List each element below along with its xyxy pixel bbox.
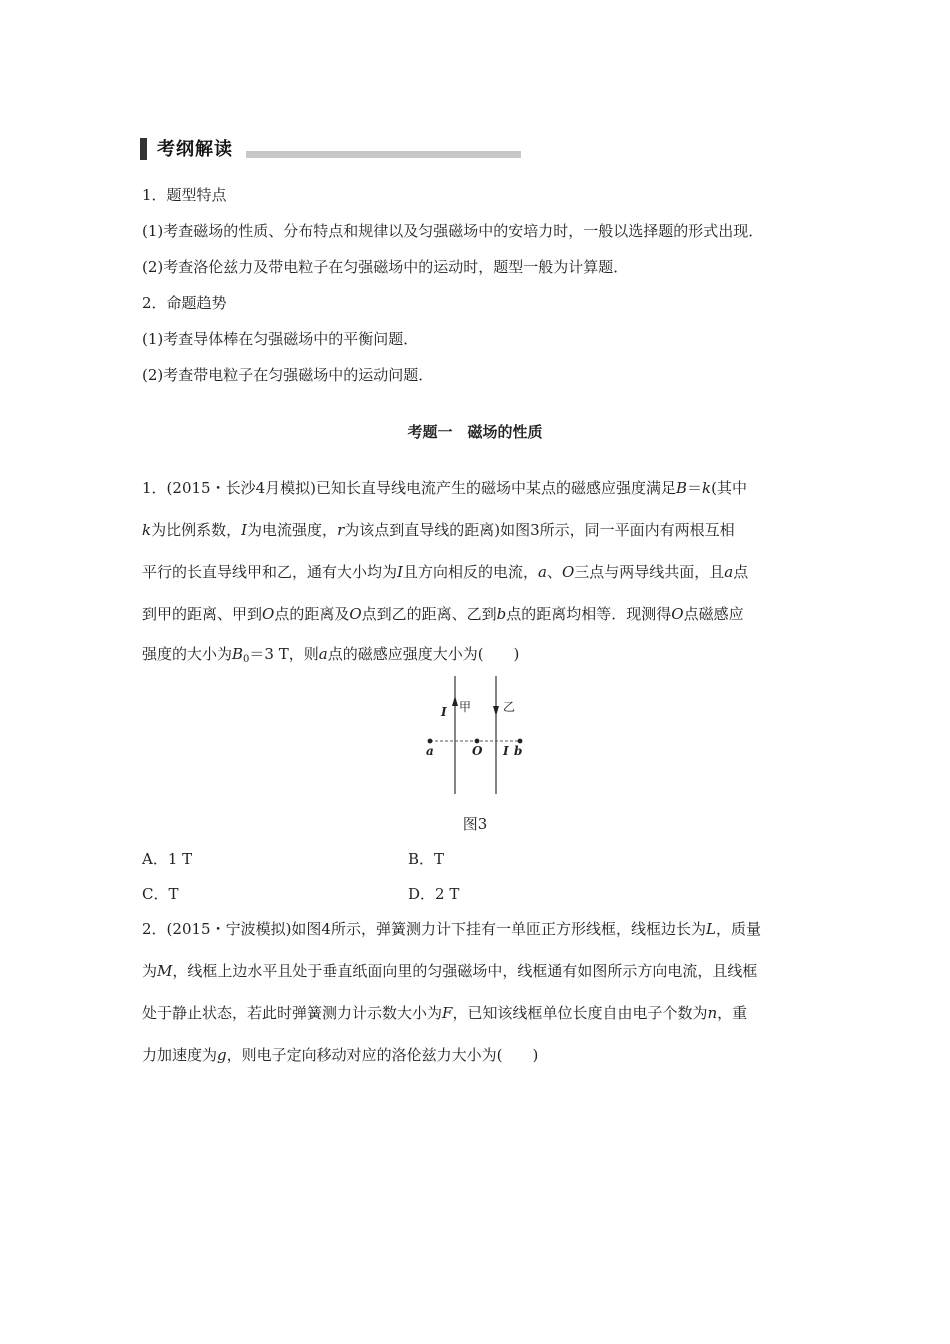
section-title: 考纲解读: [157, 139, 233, 160]
label-yi: 乙: [503, 700, 516, 714]
label-current-left: I: [441, 705, 447, 719]
choice-b: B．T: [408, 850, 445, 868]
label-current-right: I: [503, 744, 509, 758]
q1-line3: 平行的长直导线甲和乙，通有大小均为I且方向相反的电流，a、O三点与两导线共面，且a点: [142, 563, 749, 581]
q1-line2: k为比例系数，I为电流强度，r为该点到直导线的距离)如图3所示，同一平面内有两根互相: [142, 521, 735, 539]
label-jia: 甲: [459, 700, 472, 714]
choice-d: D．2 T: [408, 885, 460, 903]
outline-item2-a: (1)考查导体棒在匀强磁场中的平衡问题．: [142, 330, 419, 348]
point-a-dot: [428, 739, 433, 744]
q1-line4: 到甲的距离、甲到O点的距离及O点到乙的距离、乙到b点的距离均相等．现测得O点磁感应: [142, 605, 744, 623]
topic-title: 考题一 磁场的性质: [407, 423, 543, 441]
q1-line5: 强度的大小为$B_0=3$ T，则a点的磁感应强度大小为( ): [142, 645, 520, 665]
outline-item2-title: 2．命题趋势: [142, 294, 227, 312]
q2-line4: 力加速度为g，则电子定向移动对应的洛伦兹力大小为( ): [142, 1046, 539, 1064]
outline-item1-a: (1)考查磁场的性质、分布特点和规律以及匀强磁场中的安培力时，一般以选择题的形式出现．: [142, 222, 764, 240]
choice-c: C．T: [142, 885, 179, 903]
q2-line3: 处于静止状态，若此时弹簧测力计示数大小为F，已知该线框单位长度自由电子个数为n，重: [142, 1004, 748, 1022]
section-marker-bar: [140, 138, 147, 160]
point-o-dot: [475, 739, 480, 744]
figure-3-caption: 图3: [462, 815, 488, 833]
q1-line1: 1．(2015・长沙4月模拟)已知长直导线电流产生的磁场中某点的磁感应强度满足B＝k(其中: [142, 479, 747, 497]
outline-item1-b: (2)考查洛伦兹力及带电粒子在匀强磁场中的运动时，题型一般为计算题．: [142, 258, 629, 276]
label-o: O: [472, 744, 483, 758]
current-arrow-down-icon: [493, 706, 499, 716]
label-a: a: [426, 744, 434, 758]
choice-a: A．1 T: [142, 850, 193, 868]
outline-item1-title: 1．题型特点: [142, 186, 227, 204]
current-arrow-up-icon: [452, 696, 458, 706]
section-divider: [246, 151, 521, 158]
label-b: b: [514, 744, 523, 758]
q2-line1: 2．(2015・宁波模拟)如图4所示，弹簧测力计下挂有一单匝正方形线框，线框边长为L，质量: [142, 920, 761, 938]
outline-item2-b: (2)考查带电粒子在匀强磁场中的运动问题．: [142, 366, 434, 384]
section-header: [140, 137, 525, 163]
figure-3-diagram: [410, 674, 540, 798]
point-b-dot: [518, 739, 523, 744]
q2-line2: 为M，线框上边水平且处于垂直纸面向里的匀强磁场中，线框通有如图所示方向电流，且线框: [142, 962, 758, 980]
